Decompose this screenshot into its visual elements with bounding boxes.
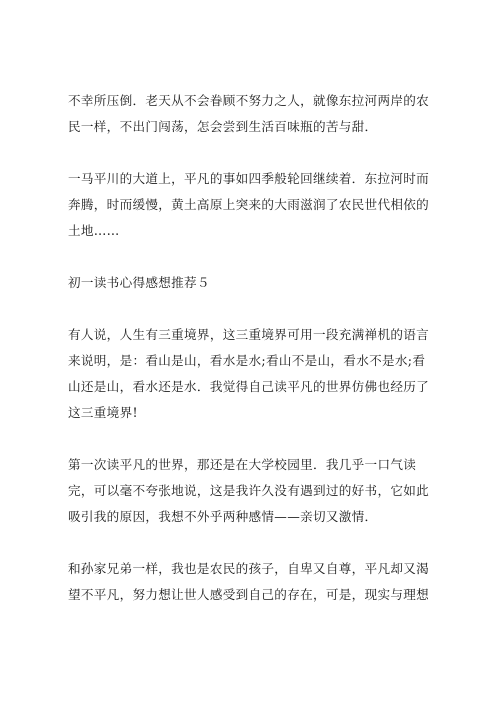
section-heading: 初一读书心得感想推荐５ [68,275,210,290]
paragraph: 和孙家兄弟一样，我也是农民的孩子，自卑又自尊，平凡却又渴 望不平凡，努力想让世人感受到自己的存在，可是，现实与理想 [68,561,430,602]
document-body [68,88,436,634]
paragraph: 有人说，人生有三重境界，这三重境界可用一段充满禅机的语言 来说明，是：看山是山，看水是水;看山不是山，看水不是水;看 山还是山，看水还是水．我觉得自己读平凡的世界仿佛也经历了 这三重境界! [68,327,430,420]
paragraph: 第一次读平凡的世界，那还是在大学校园里．我几乎一口气读 完，可以毫不夸张地说，这是我许久没有遇到过的好书，它如此 吸引我的原因，我想不外乎两种感情——亲切又激情． [68,457,430,524]
paragraph: 不幸所压倒．老天从不会眷顾不努力之人，就像东拉河两岸的农 民一样，不出门闯荡，怎会尝到生活百味瓶的苦与甜． [68,93,430,134]
paragraph: 一马平川的大道上，平凡的事如四季般轮回继续着．东拉河时而 奔腾，时而缓慢，黄土高原上突来的大雨滋润了农民世代相依的 土地…… [68,171,430,238]
